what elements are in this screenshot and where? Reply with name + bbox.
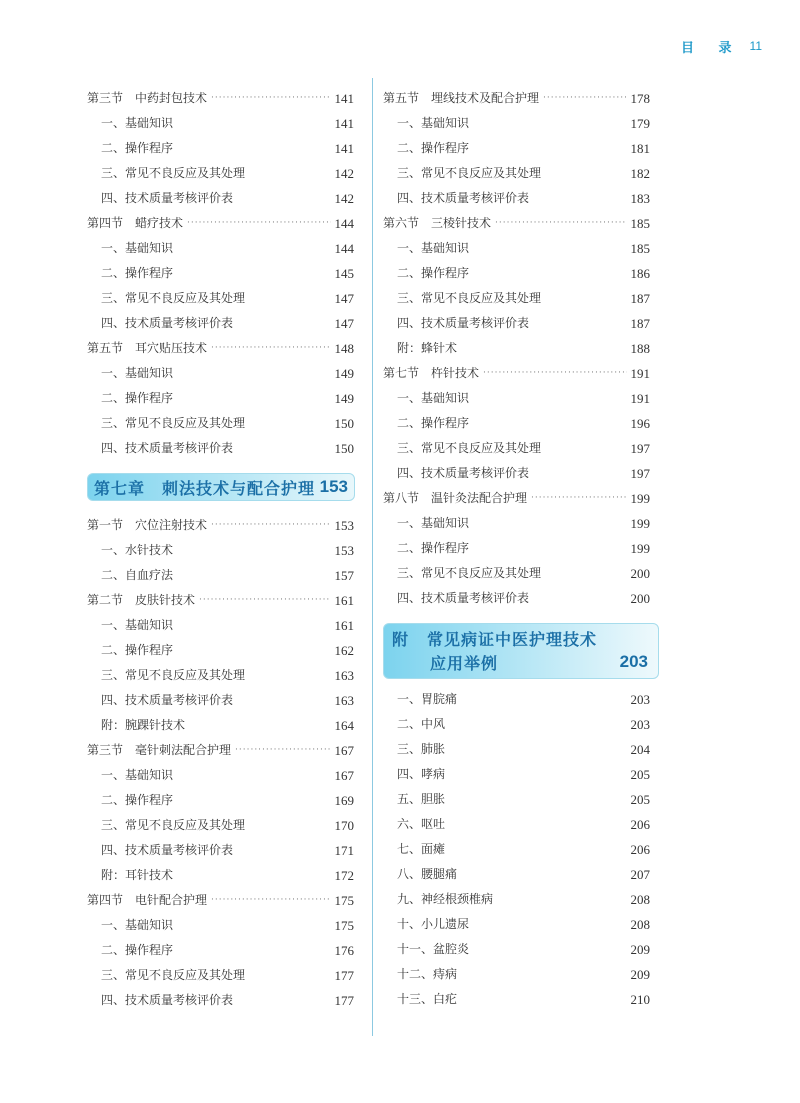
toc-section-entry[interactable] xyxy=(87,336,354,361)
entry-page-number: 170 xyxy=(334,818,354,833)
entry-page-number: 179 xyxy=(630,116,650,131)
entry-title: 三、常见不良反应及其处理 xyxy=(101,818,246,832)
toc-subentry[interactable] xyxy=(383,436,650,461)
entry-page-number: 144 xyxy=(334,216,354,231)
entry-page-number: 153 xyxy=(334,518,354,533)
toc-subentry[interactable] xyxy=(87,261,354,286)
entry-page-number: 149 xyxy=(334,366,354,381)
entry-title: 二、操作程序 xyxy=(397,266,470,280)
toc-subentry[interactable] xyxy=(383,286,650,311)
toc-subentry[interactable] xyxy=(383,687,650,712)
entry-page-number: 187 xyxy=(630,316,650,331)
entry-page-number: 176 xyxy=(334,943,354,958)
entry-title: 五、胆胀 xyxy=(397,792,446,806)
entry-title: 第四节 电针配合护理 xyxy=(87,893,208,907)
page-header xyxy=(681,36,762,56)
toc-subentry[interactable] xyxy=(383,987,650,1012)
entry-page-number: 178 xyxy=(630,91,650,106)
toc-section-entry[interactable] xyxy=(383,361,650,386)
entry-title: 附：腕踝针技术 xyxy=(101,718,186,732)
entry-title: 三、常见不良反应及其处理 xyxy=(101,416,246,430)
appendix-page: 203 xyxy=(619,652,648,671)
entry-title: 十二、痔病 xyxy=(397,967,458,981)
toc-subentry[interactable] xyxy=(383,561,650,586)
toc-section-entry[interactable] xyxy=(383,486,650,511)
entry-page-number: 141 xyxy=(334,91,354,106)
toc-subentry[interactable] xyxy=(87,713,354,738)
toc-subentry[interactable] xyxy=(383,887,650,912)
toc-subentry[interactable] xyxy=(383,862,650,887)
entry-title: 四、技术质量考核评价表 xyxy=(397,316,530,330)
toc-section-entry[interactable] xyxy=(87,588,354,613)
toc-section-entry[interactable] xyxy=(87,513,354,538)
entry-page-number: 164 xyxy=(334,718,354,733)
entry-page-number: 203 xyxy=(630,692,650,707)
header-title: 目 录 xyxy=(681,40,742,56)
toc-subentry[interactable] xyxy=(383,461,650,486)
entry-title: 六、呕吐 xyxy=(397,817,446,831)
toc-section-entry[interactable] xyxy=(87,888,354,913)
toc-subentry[interactable] xyxy=(87,563,354,588)
entry-title: 四、技术质量考核评价表 xyxy=(397,191,530,205)
entry-title: 第四节 蜡疗技术 xyxy=(87,216,184,230)
entry-title: 四、技术质量考核评价表 xyxy=(101,191,234,205)
entry-title: 第五节 耳穴贴压技术 xyxy=(87,341,208,355)
toc-subentry[interactable] xyxy=(383,111,650,136)
entry-title: 第六节 三棱针技术 xyxy=(383,216,492,230)
dot-leader xyxy=(483,361,626,386)
toc-subentry[interactable] xyxy=(383,311,650,336)
entry-page-number: 149 xyxy=(334,391,354,406)
entry-page-number: 147 xyxy=(334,316,354,331)
toc-subentry[interactable] xyxy=(87,186,354,211)
entry-title: 四、技术质量考核评价表 xyxy=(397,591,530,605)
entry-page-number: 150 xyxy=(334,416,354,431)
toc-subentry[interactable] xyxy=(87,988,354,1013)
entry-title: 二、操作程序 xyxy=(101,793,174,807)
entry-title: 一、基础知识 xyxy=(101,116,174,130)
dot-leader xyxy=(543,86,626,111)
entry-title: 一、基础知识 xyxy=(397,116,470,130)
toc-subentry[interactable] xyxy=(383,586,650,611)
entry-page-number: 197 xyxy=(630,441,650,456)
entry-page-number: 200 xyxy=(630,566,650,581)
entry-title: 九、神经根颈椎病 xyxy=(397,892,494,906)
appendix-title: 常见病证中医护理技术 xyxy=(427,630,598,649)
entry-page-number: 191 xyxy=(630,366,650,381)
entry-title: 二、操作程序 xyxy=(101,643,174,657)
entry-title: 三、常见不良反应及其处理 xyxy=(397,441,542,455)
chapter-title: 第七章 刺法技术与配合护理 xyxy=(94,478,316,498)
entry-page-number: 191 xyxy=(630,391,650,406)
entry-page-number: 142 xyxy=(334,191,354,206)
appendix-title-line1 xyxy=(392,628,650,652)
toc-subentry[interactable] xyxy=(383,787,650,812)
entry-title: 附：蜂针术 xyxy=(397,341,458,355)
toc-subentry[interactable] xyxy=(87,913,354,938)
entry-page-number: 171 xyxy=(334,843,354,858)
entry-title: 一、胃脘痛 xyxy=(397,692,458,706)
entry-page-number: 182 xyxy=(630,166,650,181)
entry-title: 一、水针技术 xyxy=(101,543,174,557)
dot-leader xyxy=(495,211,626,236)
dot-leader xyxy=(199,588,330,613)
entry-page-number: 206 xyxy=(630,842,650,857)
entry-page-number: 177 xyxy=(334,968,354,983)
entry-title: 二、操作程序 xyxy=(397,416,470,430)
toc-list xyxy=(87,513,354,1013)
toc-subentry[interactable] xyxy=(383,536,650,561)
toc-list xyxy=(87,86,354,461)
entry-title: 一、基础知识 xyxy=(397,516,470,530)
toc-subentry[interactable] xyxy=(87,236,354,261)
entry-page-number: 161 xyxy=(334,593,354,608)
toc-subentry[interactable] xyxy=(87,963,354,988)
toc-left-column xyxy=(87,86,354,1013)
toc-subentry[interactable] xyxy=(383,136,650,161)
entry-page-number: 145 xyxy=(334,266,354,281)
toc-subentry[interactable] xyxy=(383,912,650,937)
entry-page-number: 208 xyxy=(630,892,650,907)
entry-page-number: 161 xyxy=(334,618,354,633)
entry-page-number: 141 xyxy=(334,141,354,156)
entry-title: 一、基础知识 xyxy=(101,241,174,255)
page-number: 11 xyxy=(749,39,762,53)
entry-title: 二、操作程序 xyxy=(397,541,470,555)
entry-title: 第三节 中药封包技术 xyxy=(87,91,208,105)
entry-page-number: 141 xyxy=(334,116,354,131)
entry-title: 三、常见不良反应及其处理 xyxy=(397,566,542,580)
entry-page-number: 148 xyxy=(334,341,354,356)
toc-subentry[interactable] xyxy=(383,186,650,211)
dot-leader xyxy=(211,888,330,913)
entry-page-number: 209 xyxy=(630,967,650,982)
entry-page-number: 196 xyxy=(630,416,650,431)
toc-subentry[interactable] xyxy=(383,937,650,962)
entry-page-number: 172 xyxy=(334,868,354,883)
entry-title: 一、基础知识 xyxy=(397,241,470,255)
toc-section-entry[interactable] xyxy=(87,86,354,111)
toc-right-column xyxy=(383,86,650,1012)
entry-title: 三、常见不良反应及其处理 xyxy=(397,291,542,305)
entry-title: 三、常见不良反应及其处理 xyxy=(101,166,246,180)
entry-title: 三、常见不良反应及其处理 xyxy=(101,668,246,682)
entry-title: 四、技术质量考核评价表 xyxy=(101,843,234,857)
entry-title: 二、操作程序 xyxy=(101,391,174,405)
entry-title: 八、腰腿痛 xyxy=(397,867,458,881)
entry-page-number: 185 xyxy=(630,241,650,256)
column-divider xyxy=(372,78,373,1036)
toc-subentry[interactable] xyxy=(383,411,650,436)
entry-page-number: 183 xyxy=(630,191,650,206)
entry-title: 四、技术质量考核评价表 xyxy=(397,466,530,480)
toc-subentry[interactable] xyxy=(87,938,354,963)
toc-subentry[interactable] xyxy=(87,311,354,336)
entry-title: 四、技术质量考核评价表 xyxy=(101,993,234,1007)
toc-subentry[interactable] xyxy=(87,436,354,461)
dot-leader xyxy=(531,486,626,511)
entry-title: 七、面瘫 xyxy=(397,842,446,856)
toc-subentry[interactable] xyxy=(87,813,354,838)
entry-page-number: 208 xyxy=(630,917,650,932)
entry-page-number: 181 xyxy=(630,141,650,156)
toc-subentry[interactable] xyxy=(87,838,354,863)
entry-page-number: 163 xyxy=(334,693,354,708)
appendix-heading[interactable] xyxy=(383,623,659,679)
toc-subentry[interactable] xyxy=(383,762,650,787)
toc-subentry[interactable] xyxy=(383,712,650,737)
entry-page-number: 206 xyxy=(630,817,650,832)
toc-subentry[interactable] xyxy=(383,837,650,862)
toc-subentry[interactable] xyxy=(87,763,354,788)
entry-page-number: 203 xyxy=(630,717,650,732)
entry-page-number: 177 xyxy=(334,993,354,1008)
entry-title: 二、操作程序 xyxy=(101,141,174,155)
entry-page-number: 204 xyxy=(630,742,650,757)
entry-page-number: 163 xyxy=(334,668,354,683)
entry-page-number: 147 xyxy=(334,291,354,306)
entry-page-number: 199 xyxy=(630,491,650,506)
toc-subentry[interactable] xyxy=(87,386,354,411)
toc-subentry[interactable] xyxy=(383,236,650,261)
toc-subentry[interactable] xyxy=(87,663,354,688)
toc-subentry[interactable] xyxy=(87,788,354,813)
entry-page-number: 187 xyxy=(630,291,650,306)
appendix-label: 附 xyxy=(392,630,410,649)
toc-subentry[interactable] xyxy=(383,812,650,837)
entry-page-number: 186 xyxy=(630,266,650,281)
entry-title: 第二节 皮肤针技术 xyxy=(87,593,196,607)
entry-title: 三、常见不良反应及其处理 xyxy=(101,968,246,982)
toc-subentry[interactable] xyxy=(383,336,650,361)
entry-title: 三、常见不良反应及其处理 xyxy=(101,291,246,305)
entry-page-number: 169 xyxy=(334,793,354,808)
entry-title: 四、技术质量考核评价表 xyxy=(101,441,234,455)
toc-section-entry[interactable] xyxy=(87,211,354,236)
toc-subentry[interactable] xyxy=(383,962,650,987)
dot-leader xyxy=(211,336,330,361)
entry-page-number: 153 xyxy=(334,543,354,558)
toc-subentry[interactable] xyxy=(87,863,354,888)
toc-subentry[interactable] xyxy=(383,386,650,411)
entry-page-number: 167 xyxy=(334,743,354,758)
toc-list xyxy=(383,687,650,1012)
toc-subentry[interactable] xyxy=(87,286,354,311)
toc-subentry[interactable] xyxy=(383,261,650,286)
entry-title: 四、技术质量考核评价表 xyxy=(101,693,234,707)
toc-list xyxy=(383,86,650,611)
entry-page-number: 162 xyxy=(334,643,354,658)
chapter-heading[interactable] xyxy=(87,473,355,501)
entry-title: 二、操作程序 xyxy=(101,266,174,280)
entry-page-number: 205 xyxy=(630,767,650,782)
entry-page-number: 185 xyxy=(630,216,650,231)
entry-page-number: 157 xyxy=(334,568,354,583)
entry-page-number: 167 xyxy=(334,768,354,783)
entry-page-number: 142 xyxy=(334,166,354,181)
entry-title: 二、中风 xyxy=(397,717,446,731)
toc-subentry[interactable] xyxy=(87,538,354,563)
entry-title: 四、哮病 xyxy=(397,767,446,781)
entry-title: 二、自血疗法 xyxy=(101,568,174,582)
toc-subentry[interactable] xyxy=(87,613,354,638)
toc-subentry[interactable] xyxy=(383,161,650,186)
entry-page-number: 205 xyxy=(630,792,650,807)
entry-page-number: 144 xyxy=(334,241,354,256)
entry-page-number: 207 xyxy=(630,867,650,882)
toc-subentry[interactable] xyxy=(87,688,354,713)
toc-subentry[interactable] xyxy=(383,737,650,762)
toc-subentry[interactable] xyxy=(87,161,354,186)
entry-page-number: 175 xyxy=(334,918,354,933)
entry-page-number: 175 xyxy=(334,893,354,908)
entry-title: 一、基础知识 xyxy=(101,366,174,380)
entry-title: 第八节 温针灸法配合护理 xyxy=(383,491,528,505)
entry-page-number: 209 xyxy=(630,942,650,957)
dot-leader xyxy=(211,86,330,111)
toc-subentry[interactable] xyxy=(87,638,354,663)
toc-subentry[interactable] xyxy=(87,111,354,136)
appendix-title-line2: 应用举例 xyxy=(430,654,499,673)
toc-subentry[interactable] xyxy=(87,136,354,161)
entry-page-number: 199 xyxy=(630,516,650,531)
entry-title: 第一节 穴位注射技术 xyxy=(87,518,208,532)
dot-leader xyxy=(211,513,330,538)
toc-subentry[interactable] xyxy=(87,411,354,436)
entry-title: 一、基础知识 xyxy=(101,618,174,632)
entry-title: 一、基础知识 xyxy=(101,918,174,932)
toc-subentry[interactable] xyxy=(87,361,354,386)
entry-title: 二、操作程序 xyxy=(101,943,174,957)
entry-title: 十一、盆腔炎 xyxy=(397,942,470,956)
entry-title: 四、技术质量考核评价表 xyxy=(101,316,234,330)
entry-title: 附：耳针技术 xyxy=(101,868,174,882)
entry-title: 第三节 毫针刺法配合护理 xyxy=(87,743,232,757)
dot-leader xyxy=(187,211,330,236)
entry-page-number: 210 xyxy=(630,992,650,1007)
entry-page-number: 150 xyxy=(334,441,354,456)
toc-section-entry[interactable] xyxy=(383,211,650,236)
entry-title: 三、肺胀 xyxy=(397,742,446,756)
entry-page-number: 199 xyxy=(630,541,650,556)
dot-leader xyxy=(235,738,330,763)
entry-title: 二、操作程序 xyxy=(397,141,470,155)
entry-title: 十三、白疕 xyxy=(397,992,458,1006)
entry-page-number: 200 xyxy=(630,591,650,606)
entry-page-number: 188 xyxy=(630,341,650,356)
toc-section-entry[interactable] xyxy=(87,738,354,763)
entry-title: 十、小儿遗尿 xyxy=(397,917,470,931)
entry-title: 第七节 杵针技术 xyxy=(383,366,480,380)
toc-subentry[interactable] xyxy=(383,511,650,536)
entry-title: 三、常见不良反应及其处理 xyxy=(397,166,542,180)
entry-title: 一、基础知识 xyxy=(397,391,470,405)
entry-page-number: 197 xyxy=(630,466,650,481)
entry-title: 第五节 埋线技术及配合护理 xyxy=(383,91,540,105)
toc-section-entry[interactable] xyxy=(383,86,650,111)
chapter-page: 153 xyxy=(319,477,348,496)
entry-title: 一、基础知识 xyxy=(101,768,174,782)
